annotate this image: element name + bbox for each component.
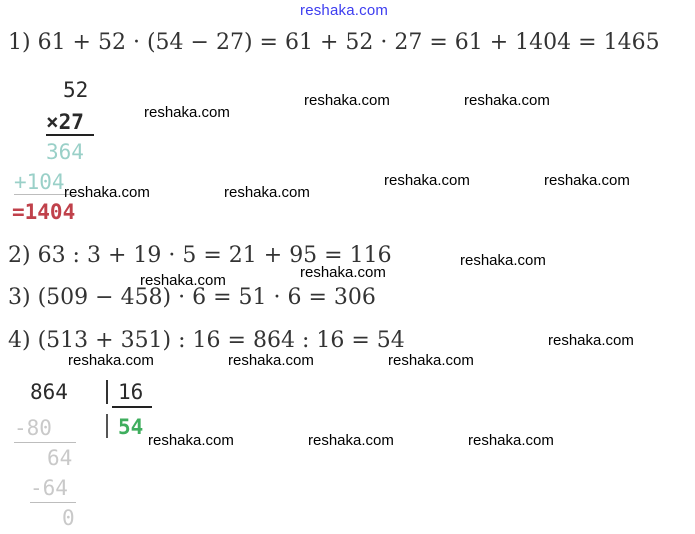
site-header[interactable]: reshaka.com [300,2,389,19]
watermark-text: reshaka.com [384,172,470,189]
watermark-text: reshaka.com [548,332,634,349]
watermark-text: reshaka.com [144,104,230,121]
watermark-text: reshaka.com [148,432,234,449]
division-divisor: 16 [118,380,144,404]
watermark-text: reshaka.com [224,184,310,201]
watermark-text: reshaka.com [388,352,474,369]
watermark-text: reshaka.com [68,352,154,369]
division-bar-top [106,380,108,404]
watermark-text: reshaka.com [308,432,394,449]
watermark-text: reshaka.com [460,252,546,269]
mult-partial-2: +104 [14,170,65,194]
watermark-text: reshaka.com [304,92,390,109]
equation-1: 1) 61 + 52 · (54 − 27) = 61 + 52 · 27 = 61 + 1404 = 1465 [8,30,660,55]
mult-result: =1404 [12,200,76,224]
division-dividend: 864 [30,380,68,404]
division-remainder-1: 64 [47,446,73,470]
division-line-1 [14,442,76,443]
watermark-text: reshaka.com [228,352,314,369]
mult-bottom-operand: ×27 [46,110,84,134]
division-divisor-line [112,406,152,408]
watermark-text: reshaka.com [64,184,150,201]
mult-partial-1: 364 [46,140,84,164]
mult-top-operand: 52 [63,78,89,102]
division-step-1: -80 [14,416,52,440]
equation-2: 2) 63 : 3 + 19 · 5 = 21 + 95 = 116 [8,243,392,268]
division-line-2 [30,502,76,503]
division-step-2: -64 [30,476,68,500]
watermark-text: reshaka.com [464,92,550,109]
equation-4: 4) (513 + 351) : 16 = 864 : 16 = 54 [8,328,405,353]
watermark-text: reshaka.com [468,432,554,449]
equation-3: 3) (509 − 458) · 6 = 51 · 6 = 306 [8,285,376,310]
division-bar-bottom [106,414,108,438]
mult-underline [46,134,94,136]
watermark-text: reshaka.com [300,264,386,281]
watermark-text: reshaka.com [140,272,226,289]
watermark-text: reshaka.com [544,172,630,189]
division-quotient: 54 [118,415,144,439]
division-remainder-2: 0 [62,506,75,530]
